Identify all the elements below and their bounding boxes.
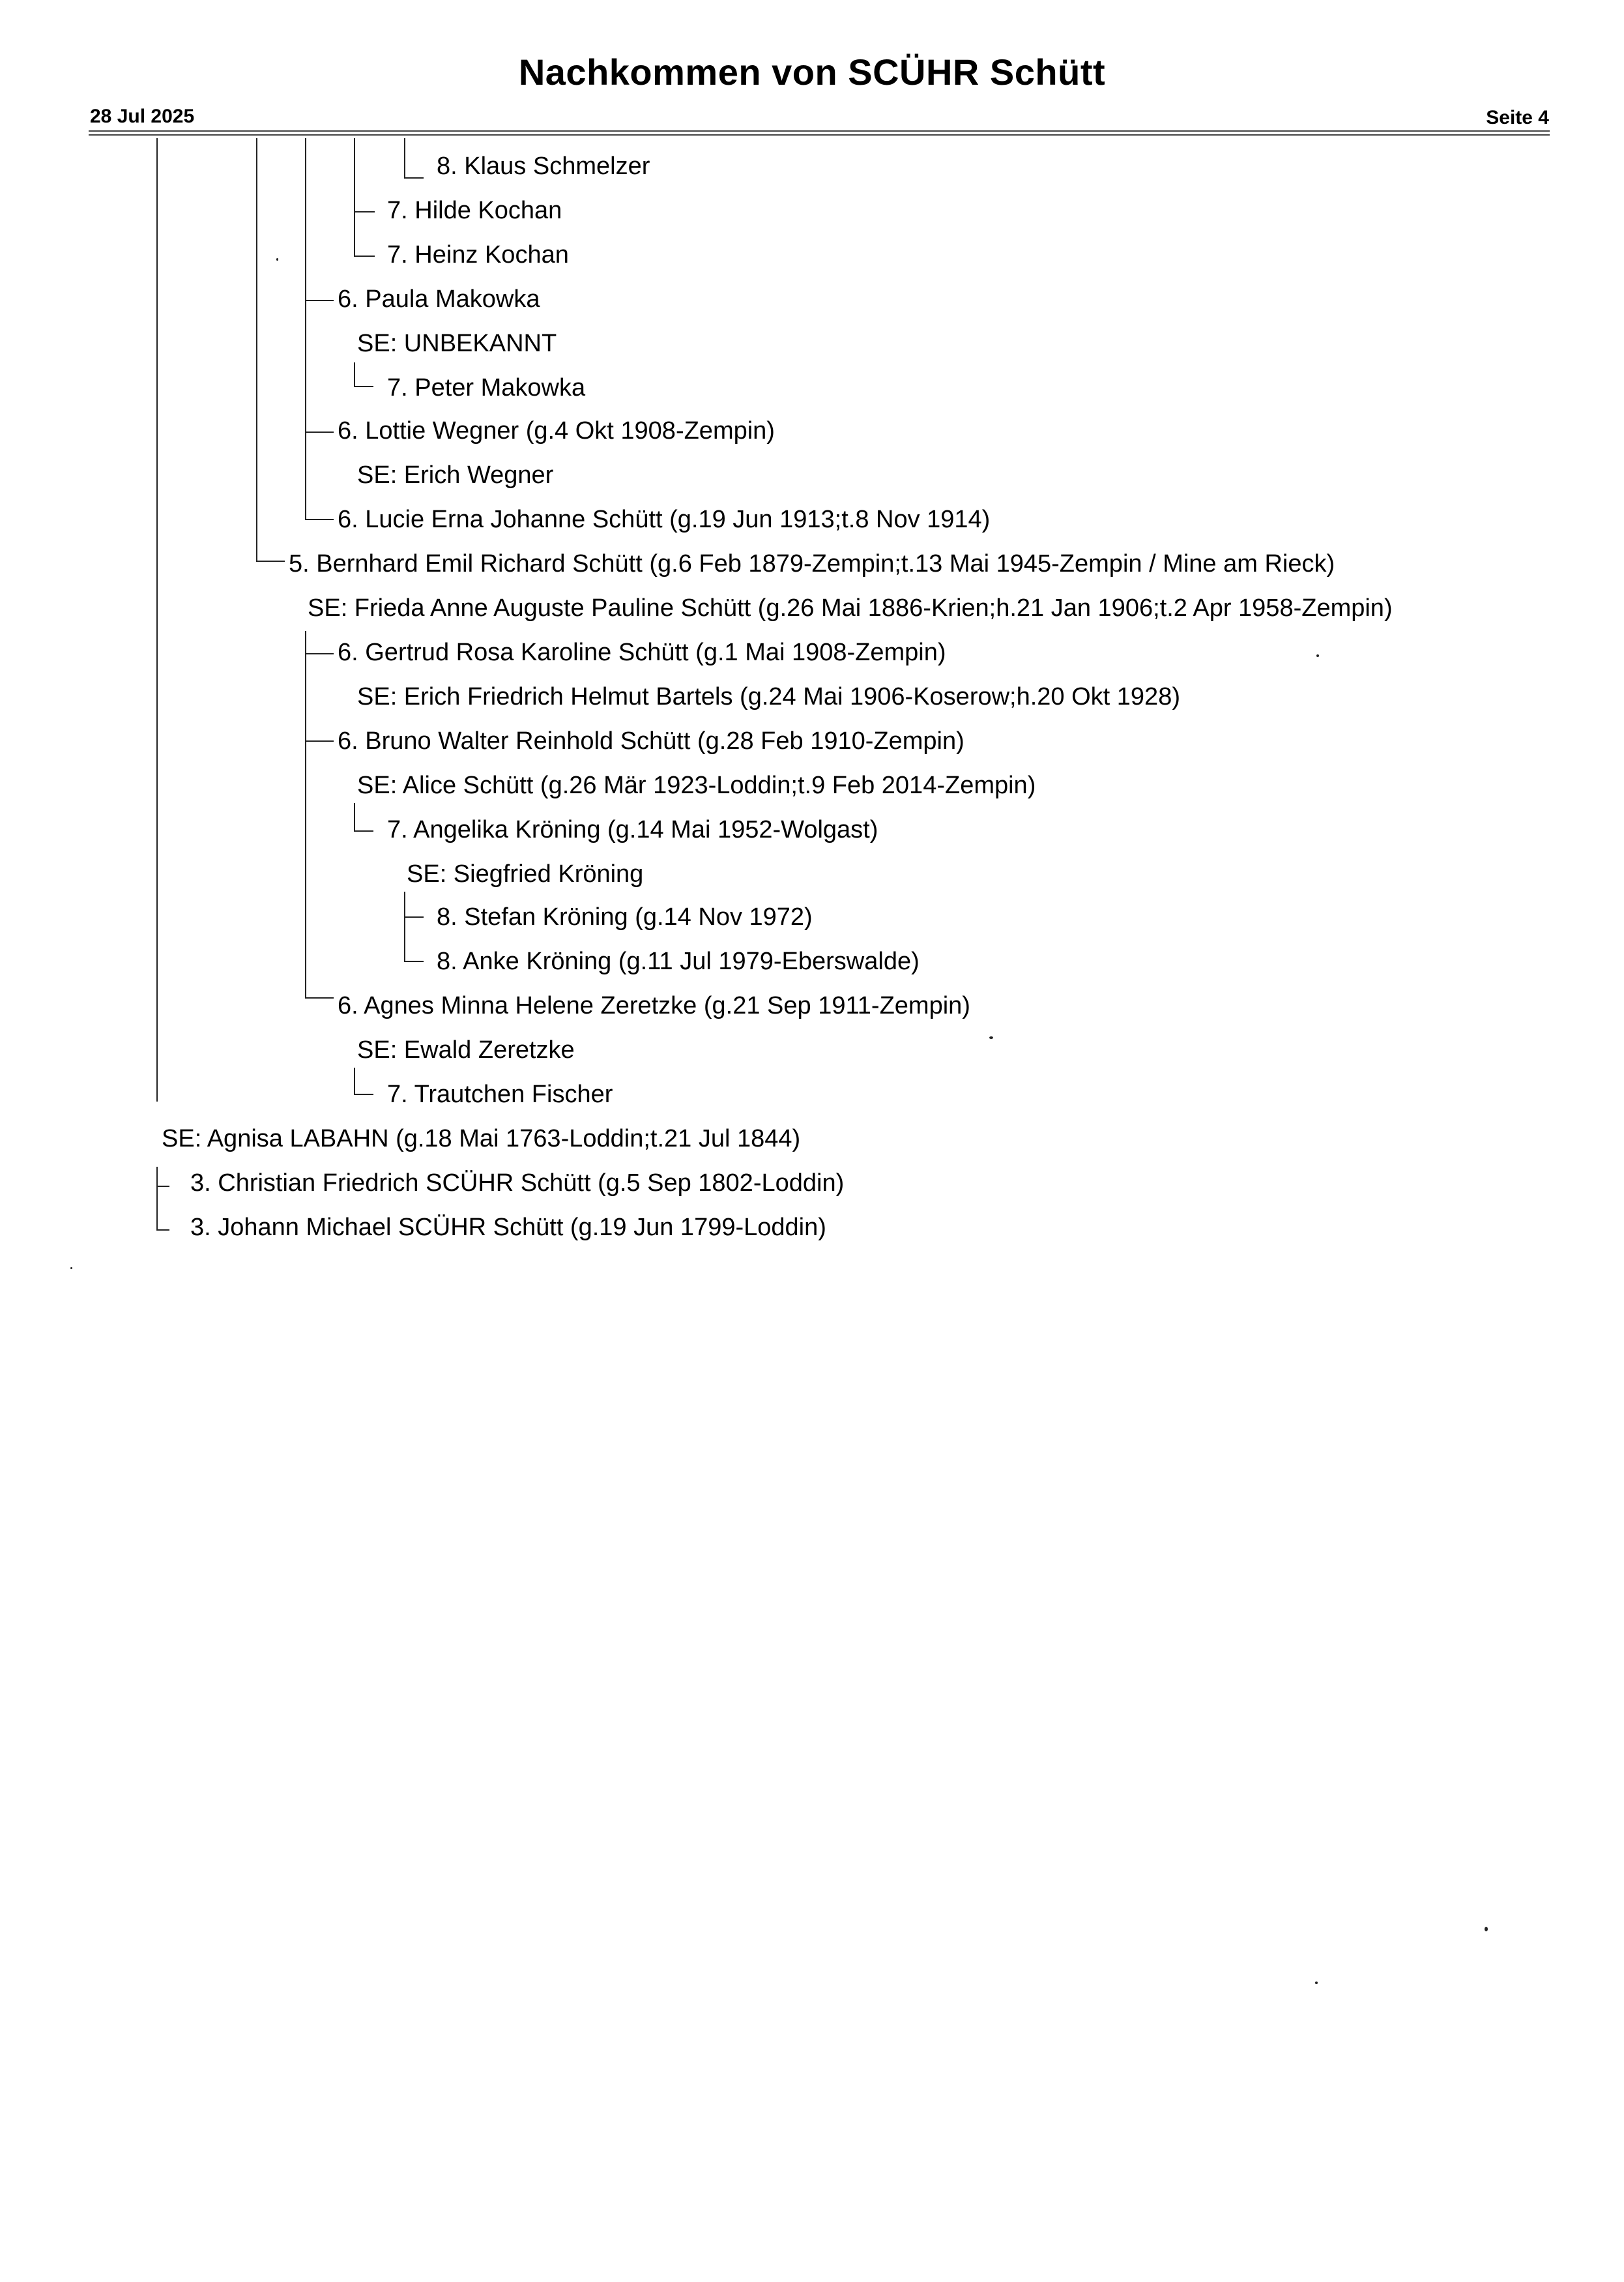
entry-lottie-wegner: 6. Lottie Wegner (g.4 Okt 1908-Zempin)	[338, 417, 775, 445]
header-rule	[89, 130, 1550, 132]
entry-peter-makowka: 7. Peter Makowka	[387, 374, 586, 402]
entry-agnes-zeretzke: 6. Agnes Minna Helene Zeretzke (g.21 Sep 1911-Zempin)	[338, 992, 970, 1019]
entry-klaus-schmelzer: 8. Klaus Schmelzer	[437, 153, 650, 180]
entry-spouse-siegfried-kroening: SE: Siegfried Kröning	[407, 860, 644, 888]
entry-anke-kroening: 8. Anke Kröning (g.11 Jul 1979-Eberswalde)	[437, 948, 920, 975]
entry-spouse-agnisa-labahn: SE: Agnisa LABAHN (g.18 Mai 1763-Loddin;t.21 Jul 1844)	[162, 1125, 801, 1152]
print-date: 28 Jul 2025	[90, 106, 195, 127]
page-number: Seite 4	[1486, 107, 1549, 128]
entry-spouse-frieda-schuett: SE: Frieda Anne Auguste Pauline Schütt (g.26 Mai 1886-Krien;h.21 Jan 1906;t.2 Apr 1958-Zempin)	[308, 594, 1393, 622]
entry-spouse-unbekannt: SE: UNBEKANNT	[357, 330, 557, 357]
entry-spouse-alice-schuett: SE: Alice Schütt (g.26 Mär 1923-Loddin;t.9 Feb 2014-Zempin)	[357, 772, 1036, 799]
entry-angelika-kroening: 7. Angelika Kröning (g.14 Mai 1952-Wolgast)	[387, 816, 878, 843]
entry-spouse-erich-wegner: SE: Erich Wegner	[357, 461, 554, 489]
entry-bernhard-schuett: 5. Bernhard Emil Richard Schütt (g.6 Feb 1879-Zempin;t.13 Mai 1945-Zempin / Mine am Rieck)	[289, 550, 1335, 578]
entry-bruno-schuett: 6. Bruno Walter Reinhold Schütt (g.28 Feb 1910-Zempin)	[338, 727, 964, 755]
entry-hilde-kochan: 7. Hilde Kochan	[387, 197, 562, 224]
entry-christian-friedrich-schuett: 3. Christian Friedrich SCÜHR Schütt (g.5 Sep 1802-Loddin)	[190, 1169, 845, 1197]
entry-stefan-kroening: 8. Stefan Kröning (g.14 Nov 1972)	[437, 903, 813, 931]
entry-spouse-ewald-zeretzke: SE: Ewald Zeretzke	[357, 1036, 575, 1064]
entry-trautchen-fischer: 7. Trautchen Fischer	[387, 1081, 613, 1108]
entry-gertrud-schuett: 6. Gertrud Rosa Karoline Schütt (g.1 Mai 1908-Zempin)	[338, 639, 946, 666]
entry-paula-makowka: 6. Paula Makowka	[338, 285, 540, 313]
entry-heinz-kochan: 7. Heinz Kochan	[387, 241, 569, 269]
entry-spouse-erich-bartels: SE: Erich Friedrich Helmut Bartels (g.24 Mai 1906-Koserow;h.20 Okt 1928)	[357, 683, 1180, 710]
entry-lucie-schuett: 6. Lucie Erna Johanne Schütt (g.19 Jun 1913;t.8 Nov 1914)	[338, 506, 991, 533]
page-title: Nachkommen von SCÜHR Schütt	[518, 51, 1106, 93]
header-rule-secondary	[89, 134, 1550, 136]
entry-johann-michael-schuett: 3. Johann Michael SCÜHR Schütt (g.19 Jun 1799-Loddin)	[190, 1214, 826, 1241]
